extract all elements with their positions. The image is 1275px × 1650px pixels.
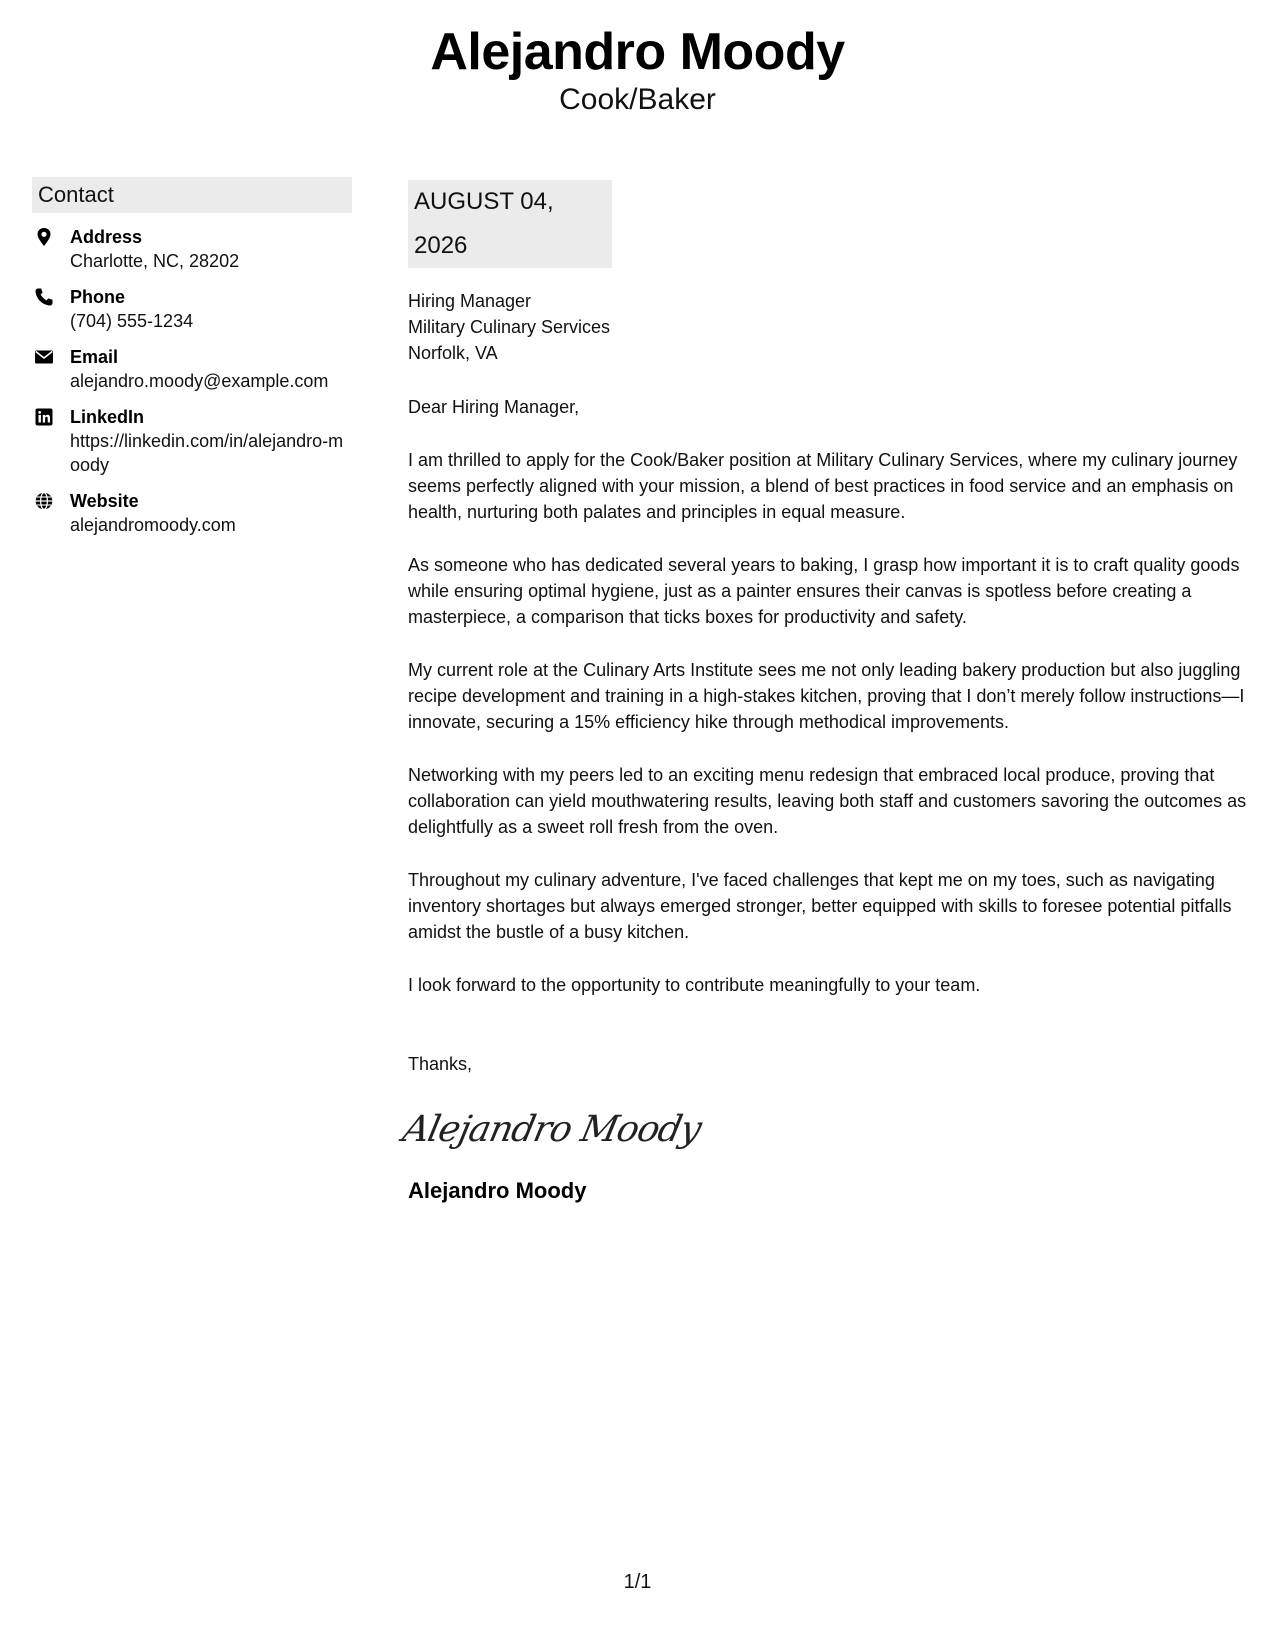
signature-image xyxy=(399,1099,705,1155)
location-pin-icon xyxy=(34,227,54,247)
contact-label: LinkedIn xyxy=(70,407,145,427)
contact-website xyxy=(32,489,352,537)
contact-value: alejandro.moody@example.com xyxy=(70,371,329,391)
letter-date: AUGUST 04, 2026 xyxy=(408,180,612,268)
phone-icon xyxy=(34,287,54,307)
letter-paragraph: Throughout my culinary adventure, I've faced challenges that kept me on my toes, such as navigating inventory shortages but always emerged stronger, better equipped with skills to foresee potential pitfalls amidst the bustle of a busy kitchen. xyxy=(408,870,1232,942)
letter-paragraph: As someone who has dedicated several years to baking, I grasp how important it is to craft quality goods while ensuring optimal hygiene, just as a painter ensures their canvas is spotless before creating a masterpiece, a comparison that ticks boxes for productivity and safety. xyxy=(408,555,1240,627)
recipient-block xyxy=(408,288,1253,366)
contact-label: Website xyxy=(70,491,139,511)
letter-paragraph: Networking with my peers led to an exciting menu redesign that embraced local produce, proving that collaboration can yield mouthwatering results, leaving both staff and customers savoring the outcomes as delightfully as a sweet roll fresh from the oven. xyxy=(408,765,1247,837)
contact-value: https://linkedin.com/in/alejandro-moody xyxy=(70,431,344,475)
contact-value: alejandromoody.com xyxy=(70,515,236,535)
contact-label: Phone xyxy=(70,287,126,307)
contact-label: Email xyxy=(70,347,119,367)
applicant-name: Alejandro Moody xyxy=(430,23,845,81)
recipient-line: Norfolk, VA xyxy=(408,343,498,363)
closing: Thanks, xyxy=(408,1054,473,1074)
contact-label: Address xyxy=(70,227,143,247)
signature-text: Alejandro Moody xyxy=(399,1107,705,1150)
letter-header xyxy=(0,22,1275,118)
contact-sidebar xyxy=(32,177,352,537)
page-number: 1/1 xyxy=(623,1571,652,1593)
contact-address xyxy=(32,225,352,273)
contact-phone xyxy=(32,285,352,333)
contact-linkedin xyxy=(32,405,352,477)
letter-paragraph: My current role at the Culinary Arts Institute sees me not only leading bakery production but also juggling recipe development and training in a high-stakes kitchen, proving that I don’t merely follow instructions—I innovate, securing a 15% efficiency hike through methodical improvements. xyxy=(408,660,1245,732)
contact-value: Charlotte, NC, 28202 xyxy=(70,251,240,271)
salutation: Dear Hiring Manager, xyxy=(408,397,580,417)
letter-paragraph: I am thrilled to apply for the Cook/Baker position at Military Culinary Services, where my culinary journey seems perfectly aligned with your mission, a blend of best practices in food service and an emphasis on health, nurturing both palates and principles in equal measure. xyxy=(408,450,1238,522)
linkedin-icon xyxy=(34,407,54,427)
recipient-line: Hiring Manager xyxy=(408,291,532,311)
envelope-icon xyxy=(34,347,54,367)
letter-body xyxy=(399,180,1253,1205)
letter-paragraph: I look forward to the opportunity to contribute meaningfully to your team. xyxy=(408,975,981,995)
applicant-role: Cook/Baker xyxy=(559,83,716,116)
globe-icon xyxy=(34,491,54,511)
contact-value: (704) 555-1234 xyxy=(70,311,194,331)
contact-email xyxy=(32,345,352,393)
handwritten-signature xyxy=(399,1099,1253,1155)
contact-title: Contact xyxy=(32,177,352,213)
signer-name: Alejandro Moody xyxy=(408,1178,587,1203)
recipient-line: Military Culinary Services xyxy=(408,317,611,337)
